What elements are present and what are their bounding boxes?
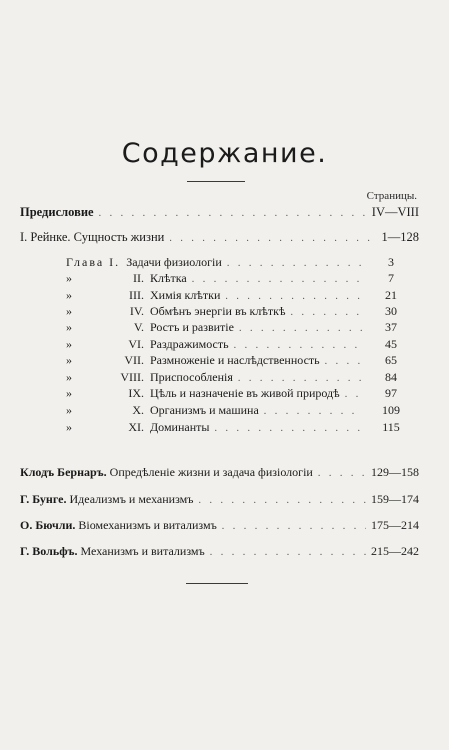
chapter-row xyxy=(66,255,414,271)
dot-leader xyxy=(192,272,363,287)
chapter-title: Обмѣнъ энергіи въ клѣткѣ xyxy=(150,304,286,318)
dot-leader xyxy=(227,256,363,271)
entry-author: О. Бючли. xyxy=(20,518,76,532)
chapter-number: XI. xyxy=(128,420,144,434)
chapter-row xyxy=(66,353,414,369)
entry-title: Механизмъ и витализмъ xyxy=(80,544,205,558)
chapter-page: 3 xyxy=(388,255,394,269)
chapter-number: II. xyxy=(133,271,144,285)
ditto-mark: » xyxy=(66,420,72,434)
entry-pages: 129—158 xyxy=(371,465,419,479)
chapter-title: Организмъ и машина xyxy=(150,403,259,417)
title-divider xyxy=(187,181,245,182)
toc-entry-pages: 1—128 xyxy=(381,230,419,244)
chapter-title: Клѣтка xyxy=(150,271,187,285)
toc-entry-butschli xyxy=(20,518,419,534)
chapter-title: Приспособленія xyxy=(150,370,233,384)
toc-entry-pages: IV—VIII xyxy=(371,205,419,219)
entry-pages: 175—214 xyxy=(371,518,419,532)
chapter-number: IV. xyxy=(129,304,144,318)
chapter-row xyxy=(66,288,414,304)
entry-pages: 159—174 xyxy=(371,492,419,506)
dot-leader xyxy=(239,321,363,336)
dot-leader xyxy=(169,231,376,246)
toc-entry-bernard xyxy=(20,465,419,481)
dot-leader xyxy=(234,338,363,353)
chapter-page: 65 xyxy=(385,353,397,367)
entry-author: Г. Бунге. xyxy=(20,492,67,506)
ditto-mark: » xyxy=(66,337,72,351)
entry-pages: 215—242 xyxy=(371,544,419,558)
toc-entry-reinke xyxy=(20,230,419,246)
toc-entry-preface xyxy=(20,205,419,221)
chapter-number: III. xyxy=(129,288,144,302)
dot-leader xyxy=(290,305,363,320)
dot-leader xyxy=(210,545,366,560)
ditto-mark: » xyxy=(66,353,72,367)
chapter-title: Ростъ и развитіе xyxy=(150,320,234,334)
chapter-number: Глава I. xyxy=(66,255,121,269)
dot-leader xyxy=(325,354,363,369)
chapter-row xyxy=(66,403,414,419)
chapter-number: X. xyxy=(132,403,144,417)
entry-author: Клодъ Бернаръ. xyxy=(20,465,107,479)
chapter-title: Доминанты xyxy=(150,420,210,434)
chapter-row xyxy=(66,370,414,386)
dot-leader xyxy=(345,387,363,402)
chapter-number: V. xyxy=(133,320,144,334)
toc-entry-title: Предисловие xyxy=(20,205,94,219)
chapter-page: 37 xyxy=(385,320,397,334)
dot-leader xyxy=(198,493,366,508)
chapter-title: Цѣль и назначеніе въ живой природѣ xyxy=(150,386,340,400)
chapter-row xyxy=(66,271,414,287)
chapter-page: 97 xyxy=(385,386,397,400)
entry-title: Опредѣленіе жизни и задача физіологіи xyxy=(109,465,313,479)
ditto-mark: » xyxy=(66,320,72,334)
chapter-number: VIII. xyxy=(120,370,144,384)
chapter-title: Химія клѣтки xyxy=(150,288,221,302)
dot-leader xyxy=(318,466,366,481)
ditto-mark: » xyxy=(66,370,72,384)
ditto-mark: » xyxy=(66,271,72,285)
chapter-title: Задачи физиологіи xyxy=(126,255,222,269)
toc-entry-bunge xyxy=(20,492,419,508)
toc-entry-wolff xyxy=(20,544,419,560)
chapter-page: 84 xyxy=(385,370,397,384)
dot-leader xyxy=(214,421,363,436)
chapter-row xyxy=(66,337,414,353)
toc-entry-title: I. Рейнке. Сущность жизни xyxy=(20,230,165,244)
chapter-title: Размноженіе и наслѣдственность xyxy=(150,353,320,367)
entry-title: Идеализмъ и механизмъ xyxy=(69,492,194,506)
chapter-row xyxy=(66,320,414,336)
ditto-mark: » xyxy=(66,304,72,318)
chapter-page: 21 xyxy=(385,288,397,302)
chapter-row xyxy=(66,420,414,436)
chapter-page: 109 xyxy=(382,403,400,417)
entry-title: Віомеханизмъ и витализмъ xyxy=(78,518,217,532)
chapter-row xyxy=(66,386,414,402)
page-title: Содержание. xyxy=(121,138,328,169)
dot-leader xyxy=(264,404,363,419)
ditto-mark: » xyxy=(66,288,72,302)
chapter-row xyxy=(66,304,414,320)
entry-author: Г. Вольфъ. xyxy=(20,544,78,558)
dot-leader xyxy=(225,289,363,304)
chapter-page: 7 xyxy=(388,271,394,285)
chapter-page: 45 xyxy=(385,337,397,351)
chapter-number: IX. xyxy=(128,386,144,400)
ditto-mark: » xyxy=(66,403,72,417)
chapter-title: Раздражимость xyxy=(150,337,229,351)
dot-leader xyxy=(222,519,366,534)
dot-leader xyxy=(99,206,367,221)
dot-leader xyxy=(238,371,363,386)
chapter-number: VI. xyxy=(128,337,144,351)
ditto-mark: » xyxy=(66,386,72,400)
pages-column-header: Страницы. xyxy=(366,190,417,202)
chapter-number: VII. xyxy=(124,353,144,367)
chapter-page: 115 xyxy=(382,420,400,434)
closing-divider xyxy=(186,583,248,584)
chapter-page: 30 xyxy=(385,304,397,318)
